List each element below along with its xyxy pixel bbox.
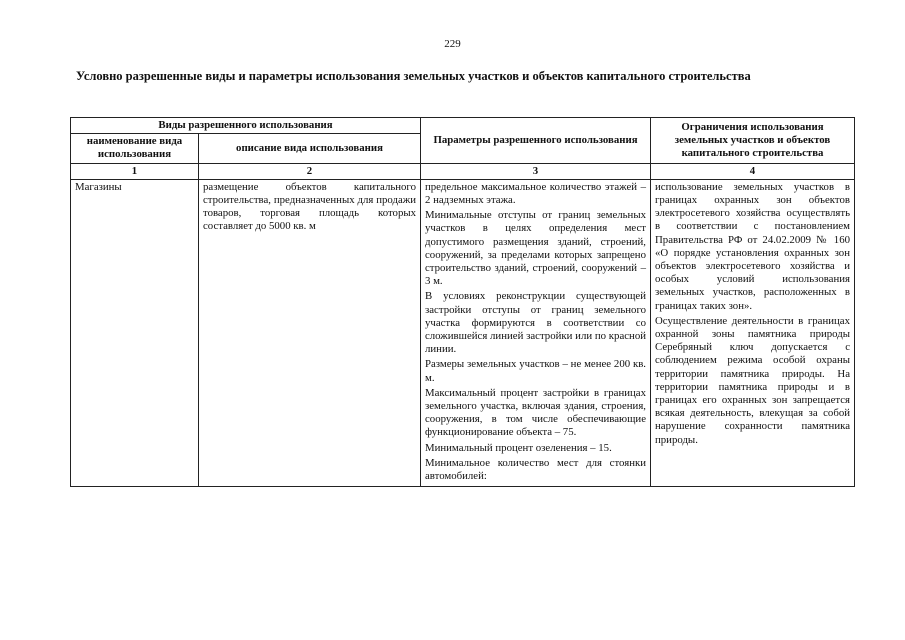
param-reconstruction: В условиях реконструкции существующей застройки отступы от границ земельного участка формируются в соответствии со сложившейся линией застройки или по красной линии.: [425, 290, 646, 356]
params-cell: [421, 179, 651, 486]
page-number: 229: [444, 38, 461, 50]
column-number-4: 4: [651, 163, 855, 179]
use-description-cell: размещение объектов капитального строительства, предназначенных для продажи товаров, торговая площадь которых составляет до 5000 кв. м: [199, 179, 421, 486]
header-use-name: наименование вида использования: [71, 134, 199, 163]
header-limits: Ограничения использования земельных участков и объектов капитального строительства: [651, 118, 855, 164]
column-number-1: 1: [71, 163, 199, 179]
document-title: Условно разрешенные виды и параметры использования земельных участков и объектов капитального строительства: [76, 69, 751, 83]
limit-nature-monument: Осуществление деятельности в границах охранной зоны памятника природы Серебряный ключ допускается с соблюдением режима особой охраны территории памятника природы. На территории памятника природы и в границах его охранных зон запрещается всякая деятельность, влекущая за собой нарушение сохранности памятника природы.: [655, 314, 850, 446]
header-group-use-types: Виды разрешенного использования: [71, 118, 421, 134]
param-build-percent: Максимальный процент застройки в границах земельного участка, включая здания, строения, сооружения, в том числе обеспечивающие функционирование объекта – 75.: [425, 386, 646, 439]
land-use-table: [70, 117, 855, 487]
param-storeys: предельное максимальное количество этажей – 2 надземных этажа.: [425, 180, 646, 207]
limits-cell: [651, 179, 855, 486]
param-setbacks: Минимальные отступы от границ земельных участков в целях определения мест допустимого размещения зданий, строений, сооружений, за пределами которых запрещено строительство зданий, строений, сооружений – 3 м.: [425, 209, 646, 288]
column-number-3: 3: [421, 163, 651, 179]
header-params: Параметры разрешенного использования: [421, 118, 651, 164]
limit-power-grid-zone: использование земельных участков в границах охранных зон объектов электросетевого хозяйства осуществлять в соответствии с постановлением Правительства РФ от 24.02.2009 № 160 «О порядке установления охранных зон объектов электросетевого хозяйства и особых условий использования земельных участков, расположенных в границах таких зон».: [655, 180, 850, 312]
column-number-2: 2: [199, 163, 421, 179]
use-name-cell: Магазины: [71, 179, 199, 486]
param-green-percent: Минимальный процент озеленения – 15.: [425, 441, 612, 454]
param-plot-size: Размеры земельных участков – не менее 200 кв. м.: [425, 358, 646, 384]
header-use-description: описание вида использования: [199, 134, 421, 163]
param-parking: Минимальное количество мест для стоянки автомобилей:: [425, 456, 646, 483]
table-row: [71, 179, 855, 486]
